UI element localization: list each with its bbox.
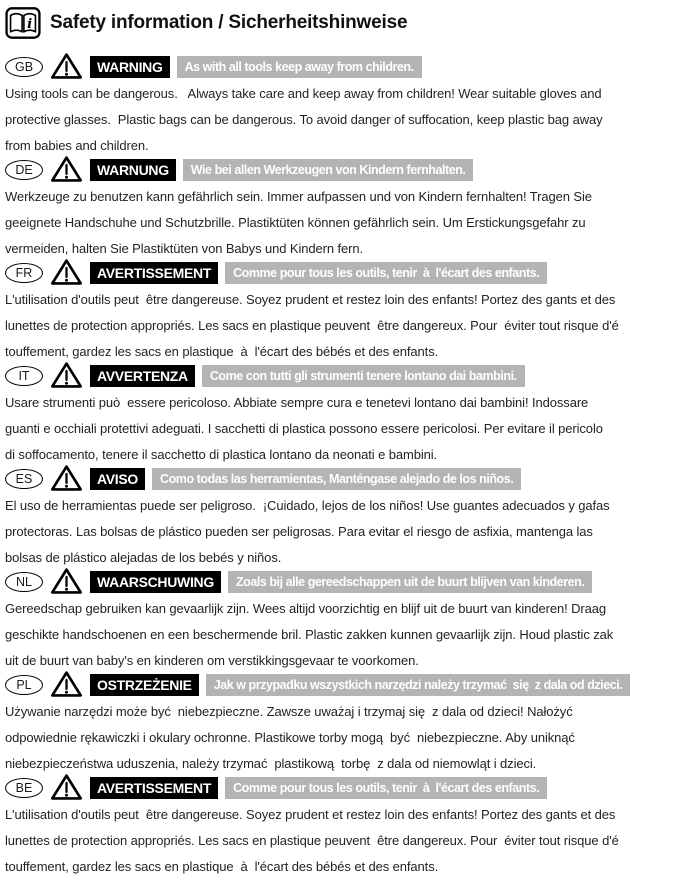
warning-word-label: AVERTISSEMENT [90,262,218,284]
warning-headline: Jak w przypadku wszystkich narzędzi należy trzymać się z dala od dzieci. [206,674,631,696]
language-code-badge: DE [5,160,43,180]
language-warning-section [5,674,675,777]
body-line: L'utilisation d'outils peut être dangereuse. Soyez prudent et restez loin des enfants! Portez des gants et des [5,807,616,822]
body-line: guanti e occhiali protettivi adeguati. I sacchetti di plastica possono essere pericolosi. Per evitare il pericolo [5,421,603,436]
body-line: from babies and children. [5,138,149,153]
body-line: Gereedschap gebruiken kan gevaarlijk zijn. Wees altijd voorzichtig en blijf uit de buurt van kinderen! Draag [5,601,607,616]
warning-header-row [5,674,675,696]
warning-header-row [5,159,675,181]
warning-body-text [5,81,675,159]
body-line: touffement, gardez les sacs en plastique à l'écart des bébés et des enfants. [5,344,439,359]
page-header [5,6,675,40]
warning-headline: As with all tools keep away from children. [177,56,422,78]
body-line: odpowiednie rękawiczki i okulary ochronne. Plastikowe torby mogą być niebezpieczne. Aby uniknąć [5,730,575,745]
warning-body-text [5,596,675,674]
body-line: touffement, gardez les sacs en plastique à l'écart des bébés et des enfants. [5,859,439,874]
warning-triangle-icon [50,567,83,595]
language-code-badge: NL [5,572,43,592]
warning-header-row [5,56,675,78]
language-warning-section [5,468,675,571]
warning-triangle-icon [50,464,83,492]
warning-headline: Como todas las herramientas, Manténgase alejado de los niños. [152,468,521,490]
body-line: L'utilisation d'outils peut être dangereuse. Soyez prudent et restez loin des enfants! Portez des gants et des [5,292,616,307]
body-line: di soffocamento, tenere il sacchetto di plastica lontano da neonati e bambini. [5,447,438,462]
language-code-badge: GB [5,57,43,77]
warning-word-label: WAARSCHUWING [90,571,221,593]
warning-body-text [5,802,675,880]
body-line: Usare strumenti può essere pericoloso. Abbiate sempre cura e tenetevi lontano dai bambini! Indossare [5,395,589,410]
body-line: niebezpieczeństwa uduszenia, należy trzymać plastikową torbę z dala od niemowląt i dzieci. [5,756,537,771]
language-warning-section [5,262,675,365]
warning-headline: Zoals bij alle gereedschappen uit de buurt blijven van kinderen. [228,571,592,593]
body-line: geeignete Handschuhe und Schutzbrille. Plastiktüten können gefährlich sein. Um Erstickungsgefahr zu [5,215,586,230]
language-warning-section [5,571,675,674]
warning-body-text [5,287,675,365]
body-line: uit de buurt van baby's en kinderen om verstikkingsgevaar te voorkomen. [5,653,419,668]
warning-word-label: AVVERTENZA [90,365,195,387]
language-code-badge: PL [5,675,43,695]
language-warning-section [5,365,675,468]
warning-word-label: AVISO [90,468,145,490]
warning-word-label: WARNING [90,56,170,78]
body-line: bolsas de plástico alejadas de los bebés y niños. [5,550,282,565]
warning-triangle-icon [50,773,83,801]
warning-headline: Comme pour tous les outils, tenir à l'écart des enfants. [225,777,547,799]
warning-word-label: WARNUNG [90,159,176,181]
language-code-badge: BE [5,778,43,798]
instruction-manual-icon [5,7,41,39]
language-code-badge: FR [5,263,43,283]
body-line: El uso de herramientas puede ser peligroso. ¡Cuidado, lejos de los niños! Use guantes adecuados y gafas [5,498,610,513]
language-warning-section [5,159,675,262]
language-warning-section [5,56,675,159]
body-line: Werkzeuge zu benutzen kann gefährlich sein. Immer aufpassen und von Kindern fernhalten! Tragen Sie [5,189,592,204]
language-code-badge: IT [5,366,43,386]
warning-body-text [5,493,675,571]
body-line: Using tools can be dangerous. Always take care and keep away from children! Wear suitable gloves and [5,86,602,101]
warning-body-text [5,390,675,468]
language-code-badge: ES [5,469,43,489]
svg-text:i: i [27,15,33,32]
warning-triangle-icon [50,155,83,183]
warning-triangle-icon [50,52,83,80]
warning-headline: Wie bei allen Werkzeugen von Kindern fernhalten. [183,159,474,181]
body-line: protective glasses. Plastic bags can be dangerous. To avoid danger of suffocation, keep plastic bag away [5,112,603,127]
warning-sections-container [5,56,675,880]
warning-body-text [5,699,675,777]
warning-header-row [5,571,675,593]
language-warning-section [5,777,675,880]
warning-header-row [5,365,675,387]
warning-triangle-icon [50,361,83,389]
body-line: Używanie narzędzi może być niebezpieczne. Zawsze uważaj i trzymaj się z dala od dzieci! Nałożyć [5,704,573,719]
warning-header-row [5,262,675,284]
warning-word-label: AVERTISSEMENT [90,777,218,799]
warning-header-row [5,777,675,799]
warning-triangle-icon [50,670,83,698]
body-line: protectoras. Las bolsas de plástico pueden ser peligrosas. Para evitar el riesgo de asfixia, mantenga las [5,524,593,539]
page-title: Safety information / Sicherheitshinweise [50,12,408,33]
warning-word-label: OSTRZEŻENIE [90,674,199,696]
body-line: lunettes de protection appropriés. Les sacs en plastique peuvent être dangereux. Pour éviter tout risque d'é [5,318,619,333]
body-line: lunettes de protection appropriés. Les sacs en plastique peuvent être dangereux. Pour éviter tout risque d'é [5,833,619,848]
warning-body-text [5,184,675,262]
warning-header-row [5,468,675,490]
warning-headline: Come con tutti gli strumenti tenere lontano dai bambini. [202,365,525,387]
warning-headline: Comme pour tous les outils, tenir à l'écart des enfants. [225,262,547,284]
warning-triangle-icon [50,258,83,286]
body-line: vermeiden, halten Sie Plastiktüten von Babys und Kindern fern. [5,241,364,256]
body-line: geschikte handschoenen en een beschermende bril. Plastic zakken kunnen gevaarlijk zijn. Houd plastic zak [5,627,614,642]
